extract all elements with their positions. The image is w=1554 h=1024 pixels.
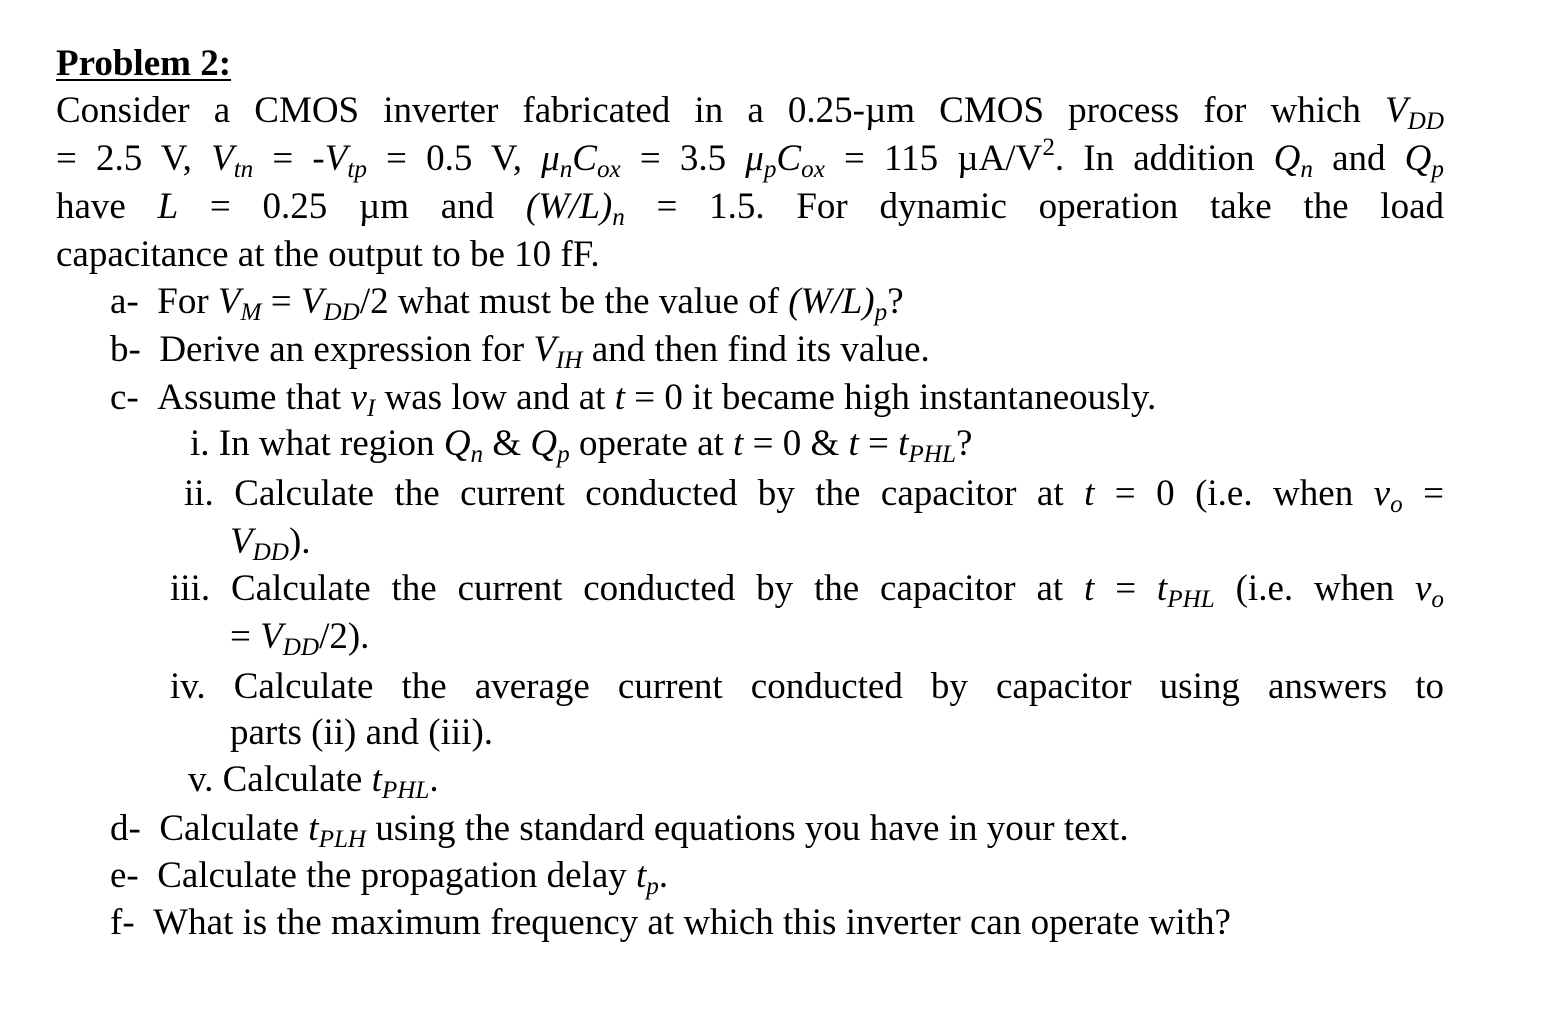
part-c: c- Assume that $v_I$ was low and at t = 0 it became high instantaneously. (110, 377, 1157, 423)
part-a-label: a- (110, 281, 139, 322)
intro-line-4: capacitance at the output to be 10 fF. (56, 234, 600, 275)
part-c-ii-label: ii. (184, 473, 214, 514)
part-c-i-label: i. (190, 423, 210, 464)
part-c-v: v. Calculate $t_{PHL}$. (188, 759, 439, 805)
part-c-iii-line-2: = $V_{DD}/2$). (230, 616, 370, 662)
problem-title: Problem 2: (56, 43, 232, 84)
part-c-v-label: v. (188, 759, 214, 800)
part-c-label: c- (110, 377, 139, 418)
part-e: e- Calculate the propagation delay $t_p$. (110, 855, 669, 901)
part-d-label: d- (110, 808, 141, 849)
part-c-ii-line-2: $V_{DD}$). (230, 521, 311, 567)
part-a: a- For $V_M = V_{DD}/2$ what must be the value of $(W/L)_p$? (110, 281, 904, 327)
intro-line-3: have L = 0.25 µm and $(W/L)_n = 1.5$. For dynamic operation take the load (56, 186, 1444, 232)
part-f: f- What is the maximum frequency at which this inverter can operate with? (110, 900, 1231, 946)
part-d: d- Calculate $t_{PLH}$ using the standard equations you have in your text. (110, 808, 1129, 854)
part-c-iv-line-2: parts (ii) and (iii). (230, 712, 494, 753)
intro-line-2: = 2.5 V, $V_{tn} = -V_{tp} = 0.5$ V, $\mu_nC_{ox} = 3.5$ $\mu_pC_{ox} = 115$ $\mu A/V^2$. In addition $Q_n$ and $Q_p$ (56, 133, 1444, 184)
part-c-i: i. In what region $Q_n$ & $Q_p$ operate at t = 0 & $t = t_{PHL}$? (190, 423, 973, 469)
part-c-ii-line-1: ii. Calculate the current conducted by the capacitor at t = 0 (i.e. when $v_o$ = (184, 473, 1444, 519)
part-c-iii-label: iii. (170, 568, 211, 609)
part-b: b- Derive an expression for $V_{IH}$ and then find its value. (110, 329, 930, 375)
intro-line-1: Consider a CMOS inverter fabricated in a 0.25-µm CMOS process for which $V_{DD}$ (56, 90, 1444, 136)
part-c-iii-line-1: iii. Calculate the current conducted by the capacitor at $t = t_{PHL}$ (i.e. when $v_o$ (170, 568, 1444, 614)
part-e-label: e- (110, 855, 139, 896)
part-c-iv-line-1: iv. Calculate the average current conducted by capacitor using answers to (170, 664, 1444, 710)
part-f-label: f- (110, 902, 135, 943)
part-b-label: b- (110, 329, 141, 370)
part-c-iv-label: iv. (170, 666, 206, 707)
